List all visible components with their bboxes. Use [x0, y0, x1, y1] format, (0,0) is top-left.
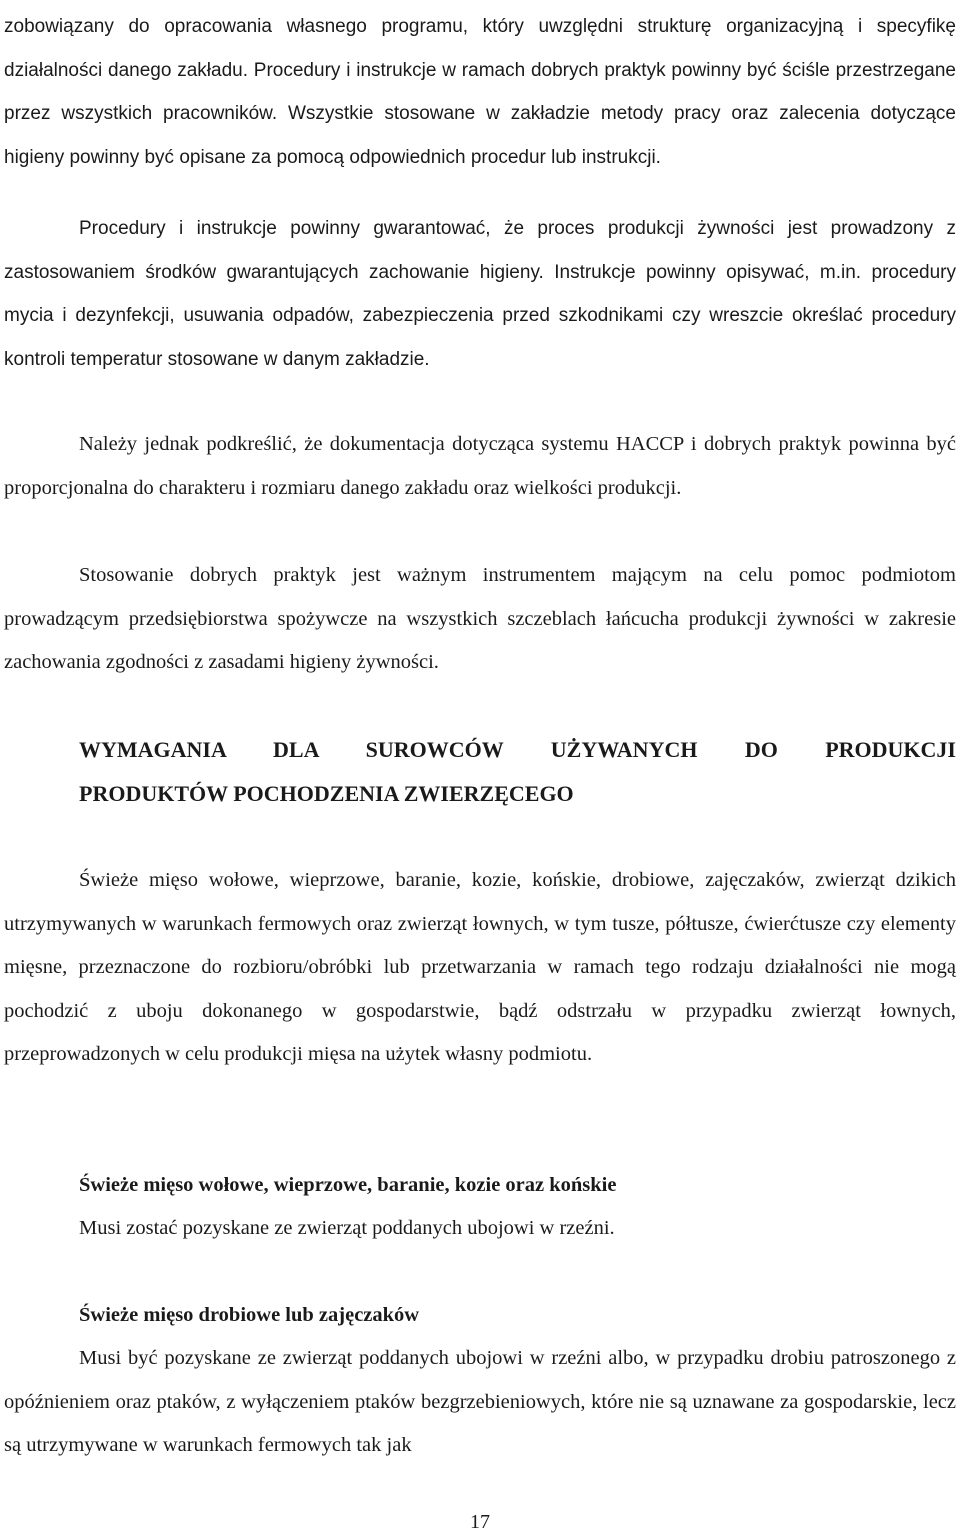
paragraph-procedures-intro: zobowiązany do opracowania własnego programu, który uwzględni strukturę organizacyjną i specyfikę działalności danego zakładu. Procedury i instrukcje w ramach dobrych praktyk powinny być ściśle przestrzegane przez wszystkich pracowników. Wszystkie stosowane w zakładzie metody pracy oraz zalecenia dotyczące higieny powinny być opisane za pomocą odpowiednich procedur lub instrukcji.: [4, 16, 956, 168]
paragraph-haccp-documentation: Należy jednak podkreślić, że dokumentacja dotycząca systemu HACCP i dobrych praktyk powinna być proporcjonalna do charakteru i rozmiaru danego zakładu oraz wielkości produkcji.: [4, 433, 956, 499]
paragraph-procedures-guarantee: Procedury i instrukcje powinny gwarantować, że proces produkcji żywności jest prowadzony z zastosowaniem środków gwarantujących zachowanie higieny. Instrukcje powinny opisywać, m.in. procedury mycia i dezynfekcji, usuwania odpadów, zabezpieczenia przed szkodnikami czy wreszcie określać procedury kontroli temperatur stosowane w danym zakładzie.: [4, 218, 956, 370]
section-heading-line1: [4, 728, 956, 772]
subsection-body-poultry: Musi być pozyskane ze zwierząt poddanych ubojowi w rzeźni albo, w przypadku drobiu patroszonego z opóźnieniem oraz ptaków, z wyłączeniem ptaków bezgrzebieniowych, które nie są uznawane za gospodarskie, lecz są utrzymywane w warunkach fermowych tak jak: [4, 1347, 956, 1456]
subsection-heading-red-meat: Świeże mięso wołowe, wieprzowe, baranie, kozie oraz końskie: [79, 1174, 617, 1196]
subsection-heading-poultry: Świeże mięso drobiowe lub zajęczaków: [79, 1304, 420, 1326]
subsection-body-red-meat: Musi zostać pozyskane ze zwierząt poddanych ubojowi w rzeźni.: [79, 1217, 615, 1239]
section-title-line1: WYMAGANIA DLA SUROWCÓW UŻYWANYCH DO PRODUKCJI: [79, 737, 956, 762]
section-title-line2: PRODUKTÓW POCHODZENIA ZWIERZĘCEGO: [79, 781, 574, 806]
page-number: 17: [470, 1511, 490, 1533]
paragraph-fresh-meat-origin: Świeże mięso wołowe, wieprzowe, baranie, kozie, końskie, drobiowe, zajęczaków, zwierząt dzikich utrzymywanych w warunkach fermowych oraz zwierząt łownych, w tym tusze, półtusze, ćwierćtusze czy elementy mięsne, przeznaczone do rozbioru/obróbki lub przetwarzania w ramach tego rodzaju działalności nie mogą pochodzić z uboju dokonanego w gospodarstwie, bądź odstrzału w przypadku zwierząt łownych, przeprowadzonych w celu produkcji mięsa na użytek własny podmiotu.: [4, 869, 956, 1065]
section-heading: [4, 728, 956, 816]
paragraph-good-practices: Stosowanie dobrych praktyk jest ważnym instrumentem mającym na celu pomoc podmiotom prowadzącym przedsiębiorstwa spożywcze na wszystkich szczeblach łańcucha produkcji żywności w zakresie zachowania zgodności z zasadami higieny żywności.: [4, 564, 956, 673]
section-number: [4, 728, 79, 772]
